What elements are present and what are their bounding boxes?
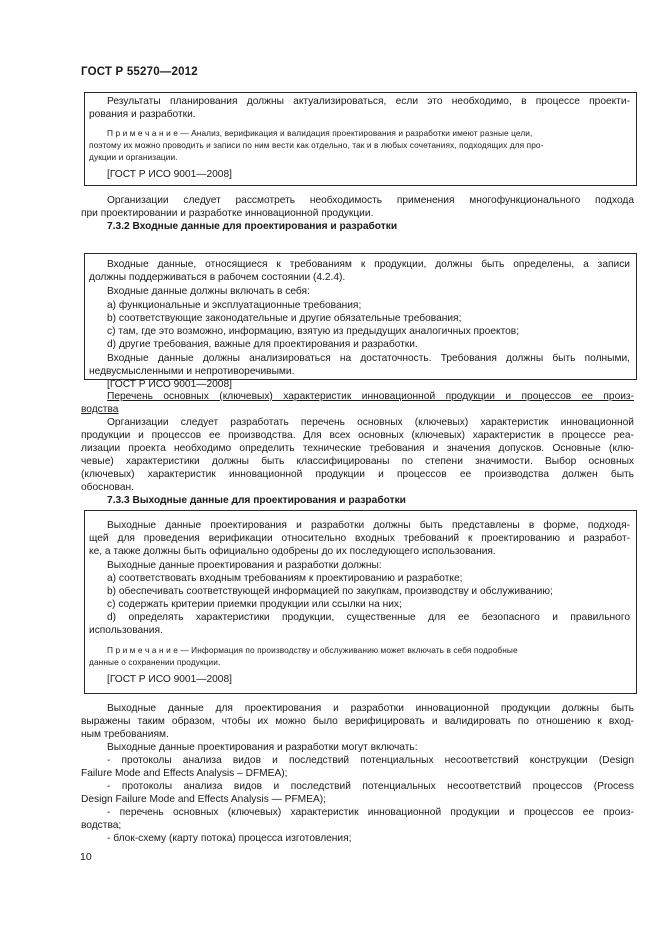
text-line: (ключевых) характеристик инновационной продукции и процессов ее производства должен быть [81, 469, 634, 480]
list-item: c) содержать критерии приемки продукции или ссылки на них; [107, 599, 402, 610]
list-item: a) соответствовать входным требованиям к проектированию и разработке; [107, 573, 463, 584]
source-reference: [ГОСТ Р ИСО 9001—2008] [107, 674, 232, 685]
text-line: недвусмысленными и непротиворечивыми. [89, 366, 295, 377]
text-line: Выходные данные проектирования и разработки могут включать: [107, 742, 418, 753]
text-line: Организации следует разработать перечень основных (ключевых) характеристик инновационной [107, 417, 634, 428]
list-item: b) соответствующие законодательные и другие обязательные требования; [107, 313, 462, 324]
section-heading: 7.3.3 Выходные данные для проектирования и разработки [107, 495, 406, 506]
text-line: Выходные данные проектирования и разработки должны быть представлены в форме, подходя- [107, 520, 630, 531]
list-item: b) обеспечивать соответствующей информацией по закупкам, производству и обслуживанию; [107, 586, 553, 597]
document-header: ГОСТ Р 55270—2012 [81, 66, 198, 78]
section-heading: 7.3.2 Входные данные для проектирования и разработки [107, 221, 398, 232]
text-line: лизации проекта необходимо определить технические требования и значения допусков. Основные (клю- [81, 443, 634, 454]
note-line: П р и м е ч а н и е — Информация по производству и обслуживанию может включать в себя подробные [107, 645, 518, 655]
text-line: рования и разработки. [89, 109, 196, 120]
text-line: ным требованиям. [81, 729, 169, 740]
underlined-subheading: Перечень основных (ключевых) характеристик инновационной продукции и процессов ее произ- [107, 391, 634, 402]
list-item: - протоколы анализа видов и последствий потенциальных несоответствий конструкции (Design [107, 755, 634, 766]
text-line: продукции и процессов ее производства. Для всех основных (ключевых) характеристик в процессе реа- [81, 430, 634, 441]
text-line: щей для проведения верификации относительно входных требований к проектированию и разработ- [89, 533, 630, 544]
text-line: использования. [89, 625, 163, 636]
text-line: Организации следует рассмотреть необходимость применения многофункционального подхода [107, 195, 634, 206]
text-line: должны поддерживаться в рабочем состоянии (4.2.4). [89, 272, 346, 283]
text-line: Входные данные должны анализироваться на достаточность. Требования должны быть полными, [107, 353, 630, 364]
list-item: - протоколы анализа видов и последствий потенциальных несоответствий процессов (Process [107, 781, 634, 792]
source-reference: [ГОСТ Р ИСО 9001—2008] [107, 169, 232, 180]
text-line: Failure Mode and Effects Analysis – DFMEA); [81, 768, 288, 779]
text-line: Design Failure Mode and Effects Analysis — PFMEA); [81, 794, 326, 805]
text-line: чевые) характеристики должны быть классифицированы по степени значимости. Выбор основных [81, 456, 634, 467]
list-item: - перечень основных (ключевых) характеристик инновационной продукции и процессов ее произ- [107, 807, 634, 818]
text-line: водства; [81, 820, 122, 831]
note-line: дукции и организации. [89, 152, 178, 162]
text-line: Выходные данные проектирования и разработки должны: [107, 560, 382, 571]
note-line: данные о сохранении продукции. [89, 657, 221, 667]
text-line: Выходные данные для проектирования и разработки инновационной продукции должны быть [107, 703, 634, 714]
note-line: поэтому их можно проводить и записи по ним вести как отдельно, так и в любых сочетаниях, подходящих для про- [89, 140, 544, 150]
source-reference: [ГОСТ Р ИСО 9001—2008] [107, 379, 232, 390]
text-line: Результаты планирования должны актуализироваться, если это необходимо, в процессе проекти- [107, 96, 630, 107]
underlined-subheading: водства [81, 404, 119, 415]
list-item: d) определять характеристики продукции, существенные для ее безопасного и правильного [107, 612, 630, 623]
list-item: d) другие требования, важные для проектирования и разработки. [107, 339, 418, 350]
text-line: Входные данные должны включать в себя: [107, 286, 310, 297]
text-line: Входные данные, относящиеся к требованиям к продукции, должны быть определены, а записи [107, 259, 630, 270]
text-line: при проектировании и разработке инновационной продукции. [81, 208, 374, 219]
text-line: ке, а также должны быть официально одобрены до их последующего использования. [89, 546, 496, 557]
page-number: 10 [80, 851, 92, 863]
list-item: c) там, где это возможно, информацию, взятую из предыдущих аналогичных проектов; [107, 326, 520, 337]
list-item: a) функциональные и эксплуатационные требования; [107, 300, 362, 311]
text-line: выражены таким образом, чтобы их можно было верифицировать и валидировать по отношению к вход- [81, 716, 634, 727]
text-line: обоснован. [81, 482, 134, 493]
list-item: - блок-схему (карту потока) процесса изготовления; [107, 833, 352, 844]
note-line: П р и м е ч а н и е — Анализ, верификация и валидация проектирования и разработки имеют разные цели, [107, 128, 533, 138]
